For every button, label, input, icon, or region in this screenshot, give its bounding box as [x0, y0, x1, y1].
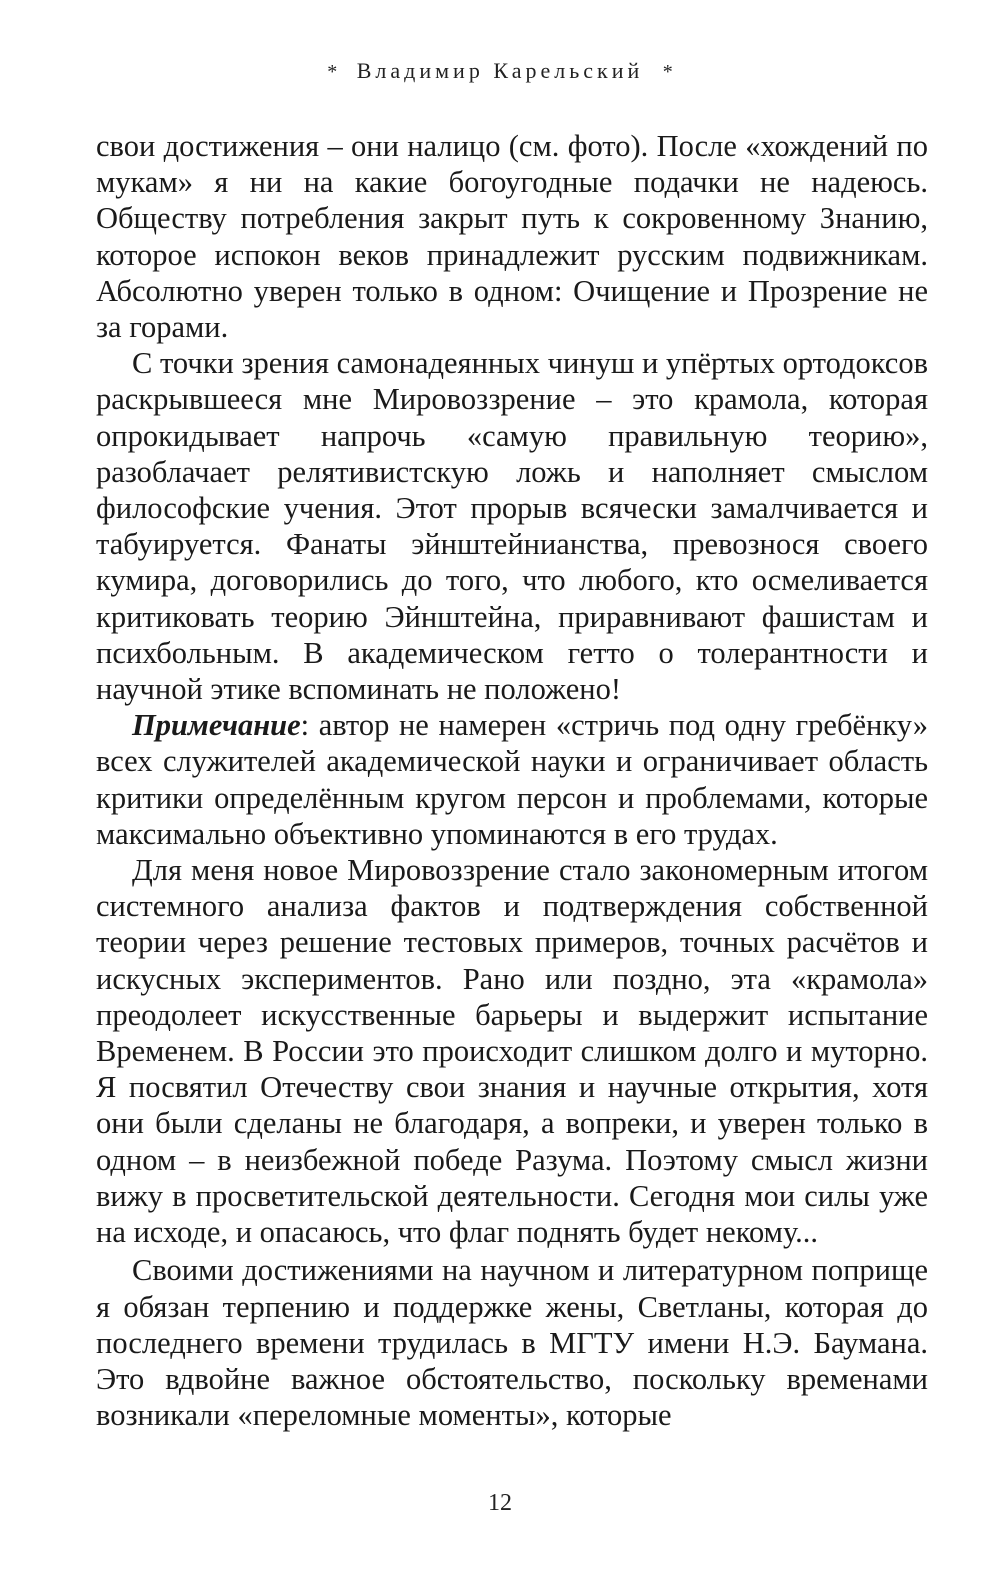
ornament-star-right: *	[662, 61, 673, 83]
paragraph-1: свои достижения – они налицо (см. фото). После «хождений по мукам» я ни на какие богоугодные подачки не надеюсь. Обществу потребления закрыт путь к сокровенному Знанию, которое испокон веков принадлежит русским подвижникам. Абсолютно уверен только в одном: Очищение и Прозрение не за горами.	[96, 129, 928, 345]
paragraph-2: С точки зрения самонадеянных чинуш и упёртых ортодоксов раскрывшееся мне Мировоззрение – это крамола, которая опрокидывает напрочь «самую правильную теорию», разоблачает релятивистскую ложь и наполняет смыслом философские учения. Этот прорыв всячески замалчивается и табуируется. Фанаты эйнштейнианства, превознося своего кумира, договорились до того, что любого, кто осмеливается критиковать теорию Эйнштейна, приравнивают фашистам и психбольным. В академическом гетто о толерантности и научной этике вспоминать не положено!	[96, 346, 928, 707]
author-name: Владимир Карельский	[356, 58, 644, 83]
note-text: : автор не намерен «стричь под одну гребёнку» всех служителей академической науки и ограничивает область критики определённым кругом персон и проблемами, которые максимально объективно упоминаются в его трудах.	[96, 708, 928, 851]
note-label: Примечание	[132, 708, 301, 743]
ornament-star-left: *	[327, 61, 338, 83]
running-head	[0, 58, 1000, 84]
paragraph-5: Своими достижениями на научном и литературном поприще я обязан терпению и поддержке жены, Светланы, которая до последнего времени трудилась в МГТУ имени Н.Э. Баумана. Это вдвойне важное обстоятельство, поскольку временами возникали «переломные моменты», которые	[96, 1253, 928, 1433]
body-text	[96, 128, 928, 1433]
paragraph-note	[96, 707, 928, 852]
paragraph-4: Для меня новое Мировоззрение стало закономерным итогом системного анализа фактов и подтверждения собственной теории через решение тестовых примеров, точных расчётов и искусных экспериментов. Рано или поздно, эта «крамола» преодолеет искусственные барьеры и выдержит испытание Временем. В России это происходит слишком долго и муторно. Я посвятил Отечеству свои знания и научные открытия, хотя они были сделаны не благодаря, а вопреки, и уверен только в одном – в неизбежной победе Разума. Поэтому смысл жизни вижу в просветительской деятельности. Сегодня мои силы уже на исходе, и опасаюсь, что флаг поднять будет некому...	[96, 853, 928, 1250]
page-number: 12	[488, 1490, 512, 1516]
